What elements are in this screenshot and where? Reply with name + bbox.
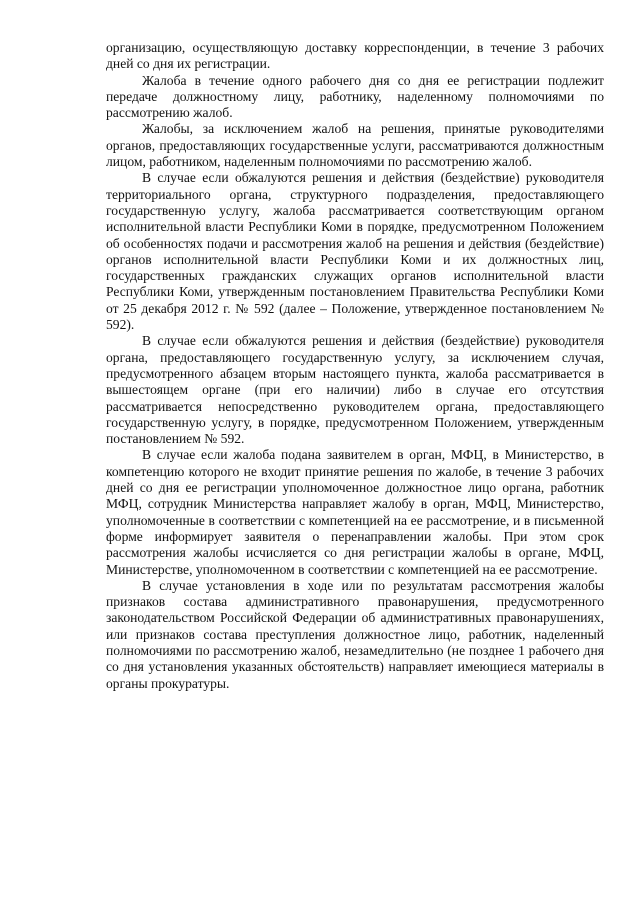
paragraph-redirection: В случае если жалоба подана заявителем в орган, МФЦ, в Министерство, в компетенцию которого не входит принятие решения по жалобе, в течение 3 рабочих дней со дня ее регистрации уполномоченное должностное лицо органа, работник МФЦ, сотрудник Министерства направляет жалобу в орган, МФЦ, Министерство, уполномоченные в соответствии с компетенцией на ее рассмотрение, и в письменной форме информирует заявителя о перенаправлении жалобы. При этом срок рассмотрения жалобы исчисляется со дня регистрации жалобы в органе, МФЦ, Министерстве, уполномоченном в соответствии с компетенцией на ее рассмотрение.	[106, 447, 604, 577]
paragraph-complaint-review: Жалобы, за исключением жалоб на решения, принятые руководителями органов, предоставляющих государственные услуги, рассматриваются должностным лицом, работником, наделенным полномочиями по рассмотрению жалоб.	[106, 121, 604, 170]
paragraph-continuation: организацию, осуществляющую доставку корреспонденции, в течение 3 рабочих дней со дня их регистрации.	[106, 40, 604, 72]
document-body	[106, 40, 604, 692]
paragraph-complaint-transfer: Жалоба в течение одного рабочего дня со дня ее регистрации подлежит передаче должностному лицу, работнику, наделенному полномочиями по рассмотрению жалоб.	[106, 72, 604, 121]
paragraph-prosecution: В случае установления в ходе или по результатам рассмотрения жалобы признаков состава административного правонарушения, предусмотренного законодательством Российской Федерации об административных правонарушениях, или признаков состава преступления должностное лицо, работник, наделенный полномочиями по рассмотрению жалоб, незамедлительно (не позднее 1 рабочего дня со дня установления указанных обстоятельств) направляет имеющиеся материалы в органы прокуратуры.	[106, 577, 604, 691]
paragraph-territorial-body: В случае если обжалуются решения и действия (бездействие) руководителя территориального органа, структурного подразделения, предоставляющего государственную услугу, жалоба рассматривается соответствующим органом исполнительной власти Республики Коми в порядке, предусмотренном Положением об особенностях подачи и рассмотрения жалоб на решения и действия (бездействие) органов исполнительной власти Республики Коми и их должностных лиц, государственных гражданских служащих органов исполнительной власти Республики Коми, утвержденным постановлением Правительства Республики Коми от 25 декабря 2012 г. № 592 (далее – Положение, утвержденное постановлением № 592).	[106, 170, 604, 333]
paragraph-head-of-body: В случае если обжалуются решения и действия (бездействие) руководителя органа, предоставляющего государственную услугу, за исключением случая, предусмотренного абзацем вторым настоящего пункта, жалоба рассматривается в вышестоящем органе (при его наличии) либо в случае его отсутствия рассматривается непосредственно руководителем органа, предоставляющего государственную услугу, в порядке, предусмотренном Положением, утвержденным постановлением № 592.	[106, 333, 604, 447]
